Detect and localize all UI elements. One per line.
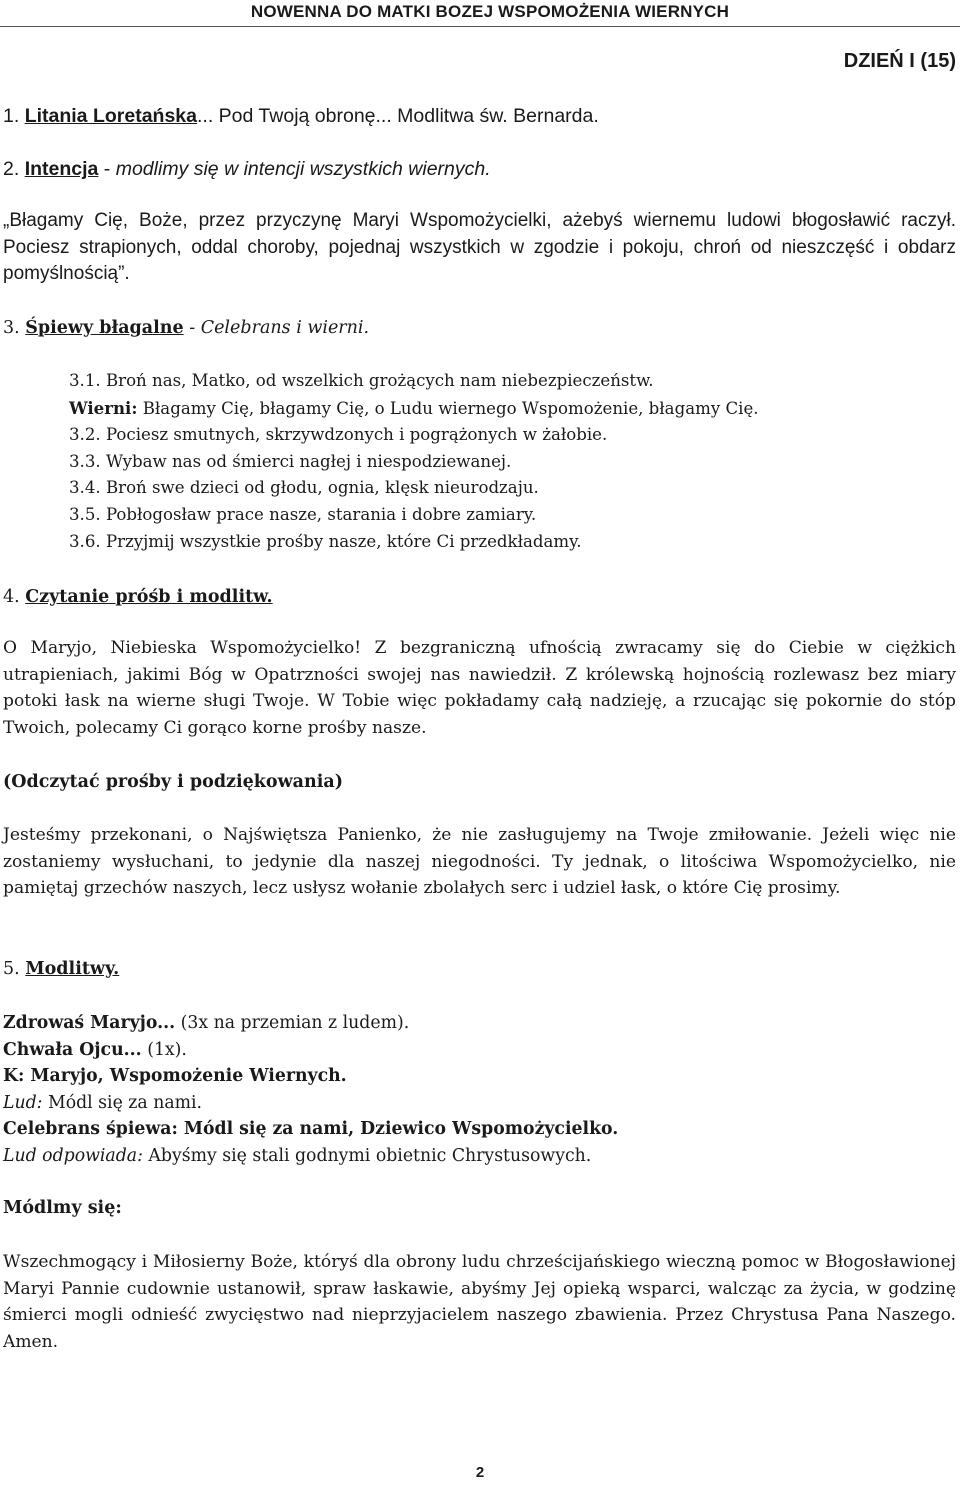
lud-line [3, 1090, 956, 1117]
section-2 [3, 156, 956, 182]
k-line: K: Maryjo, Wspomożenie Wiernych. [3, 1066, 347, 1086]
section-4-title: Czytanie próśb i modlitw. [25, 587, 273, 607]
section-1-title: Litania Loretańska [24, 105, 197, 127]
chant-response-text: Błagamy Cię, błagamy Cię, o Ludu wiernego Wspomożenie, błagamy Cię. [137, 398, 759, 418]
section-1-rest: ... Pod Twoją obronę... Modlitwa św. Bernarda. [197, 105, 599, 127]
closing-prayer: Wszechmogący i Miłosierny Boże, któryś dla obrony ludu chrześcijańskiego wieczną pomoc w Błogosławionej Maryi Pannie cudownie ustanowił, spraw łaskawie, abyśmy Jej opieką wsparci, walcząc za życia, w godzinę śmierci mogli odnieść zwycięstwo nad nieprzyjacielem naszego zbawienia. Przez Chrystusa Pana Naszego. Amen. [3, 1252, 956, 1352]
day-label: DZIEŃ I (15) [843, 50, 956, 72]
celebrans-label: Celebrans śpiewa: [3, 1119, 178, 1139]
let-us-pray: Módlmy się: [3, 1198, 122, 1218]
section-5-title: Modlitwy. [25, 959, 120, 979]
page-number: 2 [475, 1464, 485, 1481]
section-1-number: 1. [3, 105, 25, 127]
lud-response-label: Lud odpowiada: [3, 1145, 143, 1166]
chant-item-2: 3.2. Pociesz smutnych, skrzywdzonych i pogrążonych w żałobie. [69, 425, 608, 445]
chant-list [69, 368, 949, 555]
chant-item-1: 3.1. Broń nas, Matko, od wszelkich grożących nam niebezpieczeństw. [69, 371, 654, 390]
section-2-dash: - [98, 158, 116, 180]
section-5-number: 5. [3, 959, 26, 979]
chant-item-5: 3.5. Pobłogosław prace nasze, starania i dobre zamiary. [69, 504, 537, 524]
chant-item-3: 3.3. Wybaw nas od śmierci nagłej i niespodziewanej. [69, 451, 512, 471]
section-3-number: 3. [3, 318, 26, 338]
glory-be-note: (1x). [141, 1039, 187, 1060]
section-2-title: Intencja [24, 158, 99, 180]
lud-response-line [3, 1143, 956, 1170]
section-3-who: Celebrans i wierni. [200, 318, 370, 338]
lud-label: Lud: [3, 1092, 43, 1113]
section-4-number: 4. [3, 587, 26, 607]
chant-response-label: Wierni: [69, 397, 138, 418]
section-1 [3, 103, 956, 129]
prayer-paragraph-1: O Maryjo, Niebieska Wspomożycielko! Z bezgraniczną ufnością zwracamy się do Ciebie w ciężkich utrapieniach, jakimi Bóg w Opatrzności swojej nas nawiedził. Z królewską hojnością rozlewasz bez miary potoki łask na wierne sługi Twoje. W Tobie więc pokładamy całą nadzieję, a rzucając się pokornie do stóp Twoich, polecamy Ci gorąco korne prośby nasze. [3, 638, 956, 738]
section-4 [3, 584, 956, 611]
section-3-title: Śpiewy błagalne [25, 318, 184, 338]
section-5 [3, 956, 956, 983]
celebrans-text: Módl się za nami, Dziewico Wspomożycielko. [177, 1119, 619, 1139]
section-3 [3, 315, 956, 342]
lud-response-text: Abyśmy się stali godnymi obietnic Chrystusowych. [142, 1145, 592, 1166]
hail-mary-note: (3x na przemian z ludem). [175, 1013, 410, 1033]
hail-mary-title: Zdrowaś Maryjo... [3, 1013, 176, 1033]
chant-item-6: 3.6. Przyjmij wszystkie prośby nasze, które Ci przedkładamy. [69, 531, 582, 551]
header-title: NOWENNA DO MATKI BOZEJ WSPOMOŻENIA WIERNYCH [250, 2, 730, 21]
glory-be-line [3, 1037, 956, 1064]
lud-text: Módl się za nami. [42, 1092, 203, 1113]
prayers-block [3, 1010, 956, 1169]
prayer-paragraph-2: Jesteśmy przekonani, o Najświętsza Panienko, że nie zasługujemy na Twoje zmiłowanie. Jeżeli więc nie zostaniemy wysłuchani, to jedynie dla naszej niegodności. Ty jednak, o litościwa Wspomożycielko, nie pamiętaj grzechów naszych, lecz usłysz wołanie zbolałych serc i udziel łask, o które Cię prosimy. [3, 825, 956, 898]
intention-text: „Błagamy Cię, Boże, przez przyczynę Maryi Wspomożycielki, ażebyś wiernemu ludowi błogosławić raczył. Pociesz strapionych, oddal choroby, pojednaj wszystkich w zgodzie i pokoju, chroń od nieszczęść i obdarz pomyślnością”. [3, 210, 956, 284]
chant-item-4: 3.4. Broń swe dzieci od głodu, ognia, klęsk nieurodzaju. [69, 478, 539, 498]
section-2-intent: modlimy się w intencji wszystkich wiernych. [115, 158, 491, 180]
chant-response [69, 395, 949, 423]
glory-be-title: Chwała Ojcu... [3, 1039, 142, 1060]
section-2-number: 2. [3, 158, 25, 180]
read-note: (Odczytać prośby i podziękowania) [3, 772, 343, 792]
celebrans-line [3, 1116, 956, 1143]
hail-mary-line [3, 1010, 956, 1037]
running-header [0, 0, 960, 27]
section-3-dash: - [183, 318, 201, 338]
